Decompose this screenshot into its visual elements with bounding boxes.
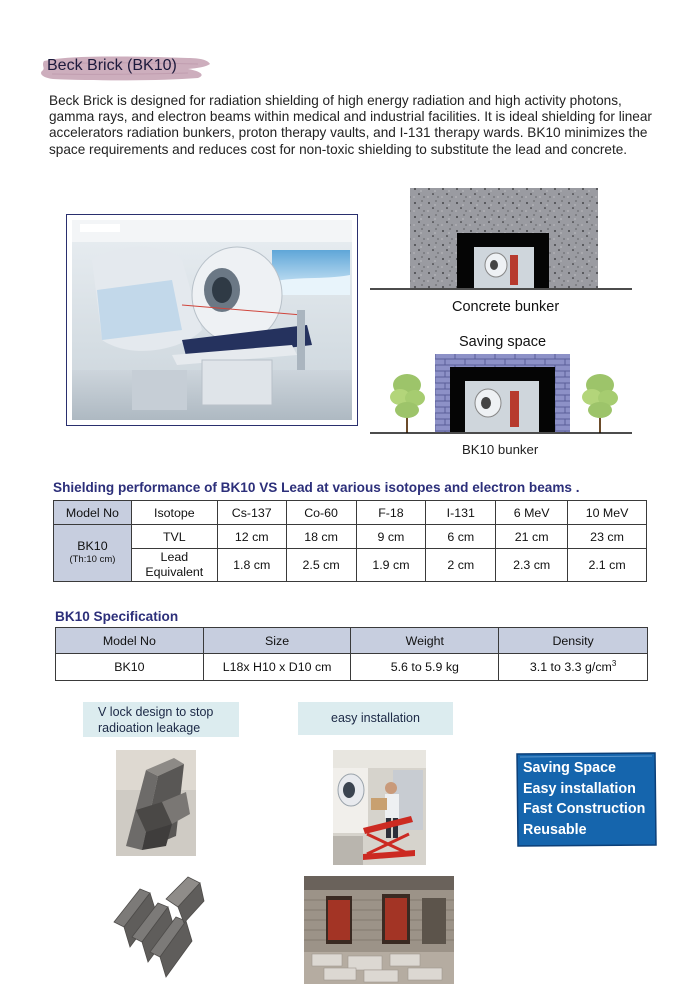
list-item: Reusable (523, 821, 587, 838)
table-header-row (56, 628, 648, 654)
list-item: Fast Construction (523, 801, 646, 817)
vlock-text: V lock design to stop radioation leakage (98, 705, 214, 735)
model-name: BK10 (77, 539, 108, 553)
table-header-cell: Model No (54, 501, 132, 525)
tree-icon (582, 374, 618, 433)
table-header-cell: I-131 (426, 501, 496, 525)
table-header-cell: Density (499, 628, 648, 654)
table-header-cell: Size (203, 628, 351, 654)
table-cell: 18 cm (286, 525, 356, 549)
title-banner (38, 52, 213, 82)
easy-text: easy installation (331, 711, 420, 725)
performance-table (53, 500, 647, 582)
vlock-brick-photo (116, 750, 196, 856)
bk10-bunker-label: BK10 bunker (462, 442, 539, 457)
table-header-cell: Cs-137 (217, 501, 286, 525)
table-row (54, 549, 647, 582)
table-header-cell: 6 MeV (496, 501, 568, 525)
performance-heading: Shielding performance of BK10 VS Lead at various isotopes and electron beams . (53, 480, 580, 495)
linear-accelerator-photo (66, 214, 358, 426)
specification-table (55, 627, 648, 681)
table-header-cell: F-18 (356, 501, 426, 525)
table-cell: BK10 (56, 654, 204, 681)
table-row (54, 525, 647, 549)
table-header-cell: Weight (351, 628, 499, 654)
vlock-feature-label (83, 702, 239, 737)
table-cell: 2.5 cm (286, 549, 356, 582)
model-thickness: (Th:10 cm) (69, 554, 116, 565)
table-header-cell: Model No (56, 628, 204, 654)
row-label: Lead Equivalent (131, 549, 217, 582)
table-cell: 9 cm (356, 525, 426, 549)
concrete-bunker-label: Concrete bunker (452, 299, 560, 315)
table-cell: L18x H10 x D10 cm (203, 654, 351, 681)
table-cell: 1.8 cm (217, 549, 286, 582)
table-header-cell: Co-60 (286, 501, 356, 525)
table-cell: 21 cm (496, 525, 568, 549)
page-title: Beck Brick (BK10) (47, 57, 177, 74)
table-cell: 1.9 cm (356, 549, 426, 582)
tree-icon (390, 374, 425, 433)
table-header-cell: 10 MeV (568, 501, 647, 525)
density-exponent: 3 (611, 659, 617, 669)
table-cell: 2.3 cm (496, 549, 568, 582)
benefits-panel (515, 752, 657, 848)
table-header-cell: Isotope (131, 501, 217, 525)
benefits-list (523, 758, 645, 840)
specification-heading: BK10 Specification (55, 609, 179, 624)
table-cell: 12 cm (217, 525, 286, 549)
list-item: Saving Space (523, 760, 616, 776)
density-value: 3.1 to 3.3 g/cm (529, 660, 612, 675)
table-cell: 23 cm (568, 525, 647, 549)
table-cell: 2 cm (426, 549, 496, 582)
table-cell: 5.6 to 5.9 kg (351, 654, 499, 681)
construction-site-photo (304, 876, 454, 984)
model-cell (54, 525, 132, 582)
easy-installation-label (298, 702, 453, 735)
table-cell (499, 654, 648, 681)
list-item: Easy installation (523, 780, 636, 797)
table-row (56, 654, 648, 681)
table-header-row (54, 501, 647, 525)
row-label: TVL (131, 525, 217, 549)
table-cell: 2.1 cm (568, 549, 647, 582)
brick-stack-photo (110, 867, 208, 985)
installation-photo (333, 750, 426, 865)
table-cell: 6 cm (426, 525, 496, 549)
saving-space-label: Saving space (459, 334, 547, 350)
intro-paragraph: Beck Brick is designed for radiation shielding of high energy radiation and high activity photons, gamma rays, and electron beams within medical and industrial facilities. It is ideal shielding for linear accelerators radiation bunkers, proton therapy vaults, and I-131 therapy wards. BK10 minimizes the space requirements and reduces cost for non-toxic shielding to substitute the lead and concrete. (49, 93, 652, 157)
